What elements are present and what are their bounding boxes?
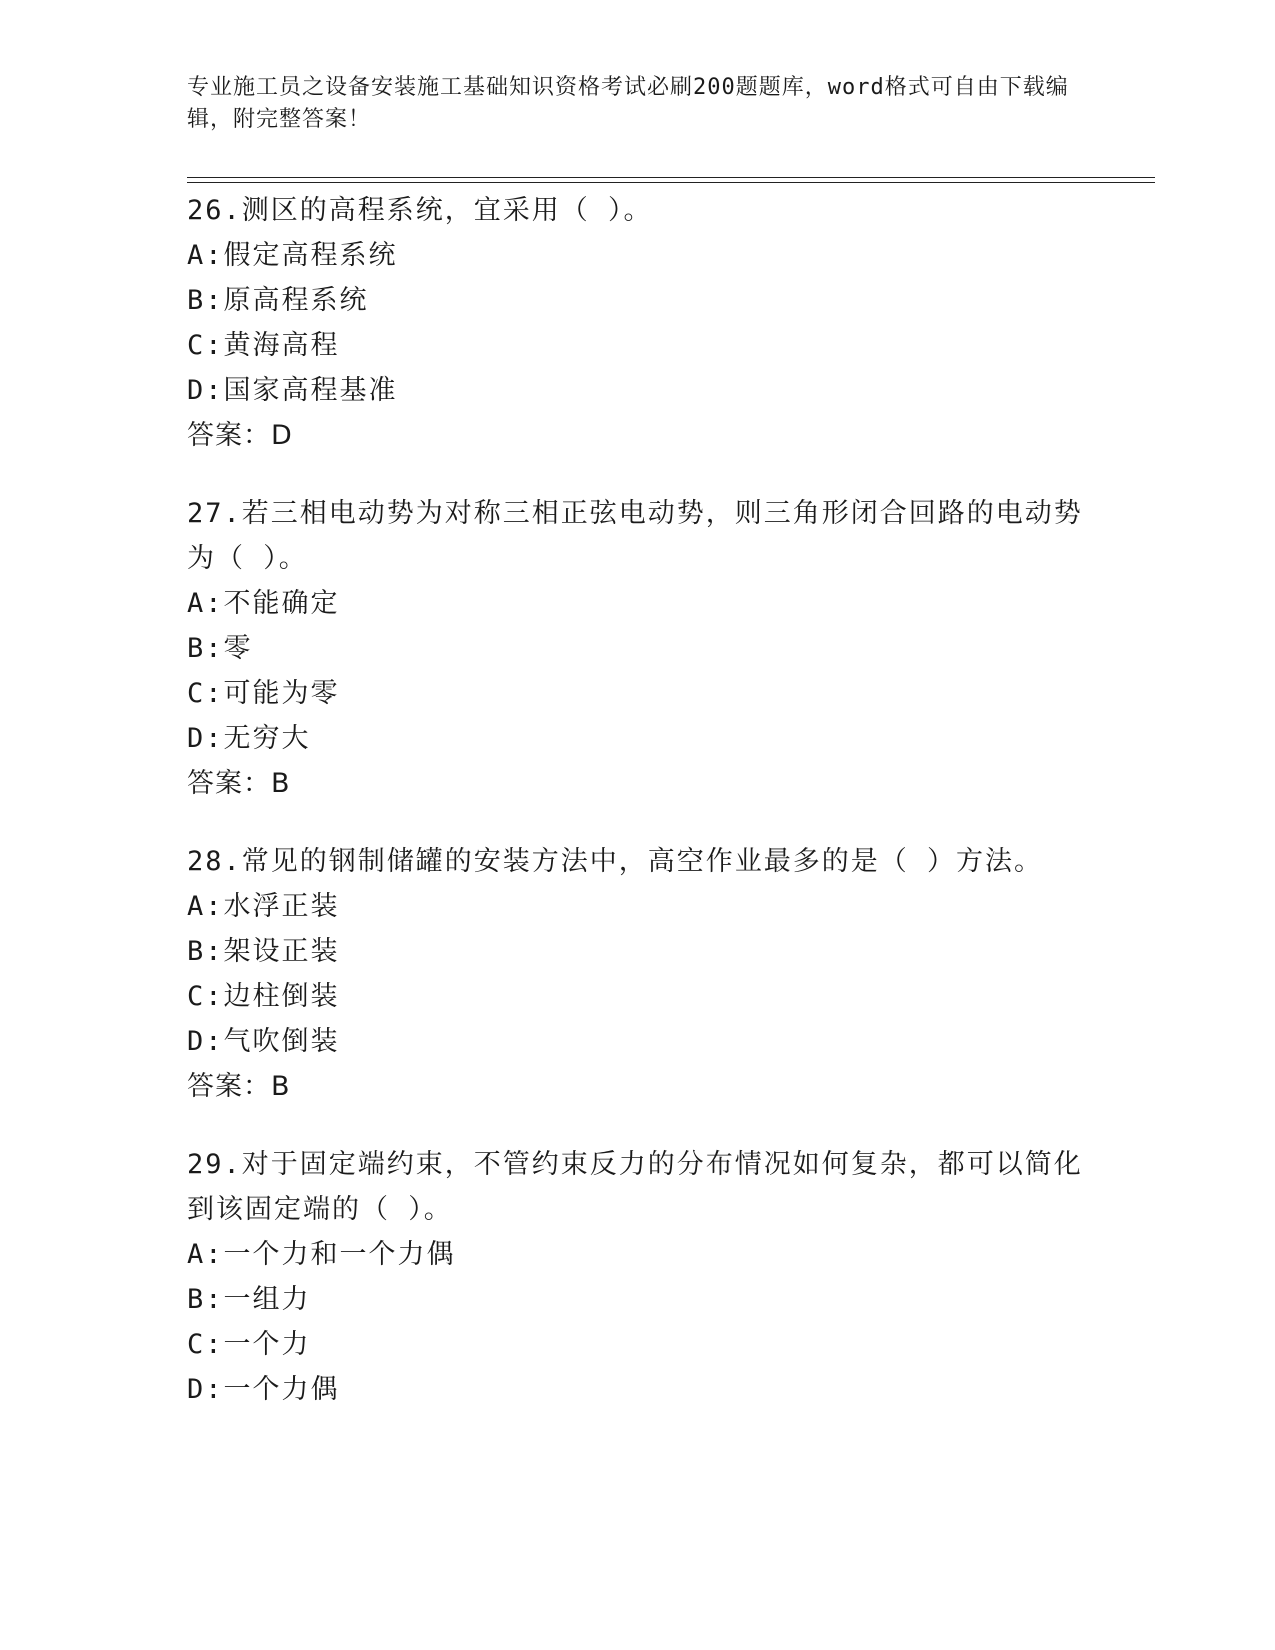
option-d: D:气吹倒装 xyxy=(187,1026,340,1057)
question-27 xyxy=(187,491,1087,806)
option-c: C:边柱倒装 xyxy=(187,981,340,1012)
option-c: C:黄海高程 xyxy=(187,330,340,361)
option-a: A:一个力和一个力偶 xyxy=(187,1239,456,1270)
option-d: D:国家高程基准 xyxy=(187,375,398,406)
question-29 xyxy=(187,1142,1087,1412)
option-a: A:水浮正装 xyxy=(187,891,340,922)
document-header: 专业施工员之设备安装施工基础知识资格考试必刷200题题库，word格式可自由下载编辑，附完整答案！ xyxy=(187,75,1069,132)
option-c: C:一个力 xyxy=(187,1329,311,1360)
option-b: B:零 xyxy=(187,633,253,664)
header-rule-top xyxy=(187,177,1155,178)
option-d: D:无穷大 xyxy=(187,723,311,754)
option-b: B:一组力 xyxy=(187,1284,311,1315)
option-a: A:不能确定 xyxy=(187,588,340,619)
answer-label: 答案：B xyxy=(187,768,291,799)
question-list xyxy=(187,188,1087,1445)
question-stem: 28.常见的钢制储罐的安装方法中，高空作业最多的是（ ）方法。 xyxy=(187,846,1044,877)
question-26 xyxy=(187,188,1087,458)
option-c: C:可能为零 xyxy=(187,678,340,709)
question-stem: 26.测区的高程系统，宜采用（ ）。 xyxy=(187,195,653,226)
option-d: D:一个力偶 xyxy=(187,1374,340,1405)
question-stem: 27.若三相电动势为对称三相正弦电动势，则三角形闭合回路的电动势为（ ）。 xyxy=(187,498,1083,574)
answer-label: 答案：B xyxy=(187,1071,291,1102)
question-stem: 29.对于固定端约束，不管约束反力的分布情况如何复杂，都可以简化到该固定端的（ ）。 xyxy=(187,1149,1083,1225)
header-rule-bottom xyxy=(187,182,1155,183)
answer-label: 答案：D xyxy=(187,420,293,451)
question-28 xyxy=(187,839,1087,1109)
option-a: A:假定高程系统 xyxy=(187,240,398,271)
option-b: B:原高程系统 xyxy=(187,285,369,316)
option-b: B:架设正装 xyxy=(187,936,340,967)
